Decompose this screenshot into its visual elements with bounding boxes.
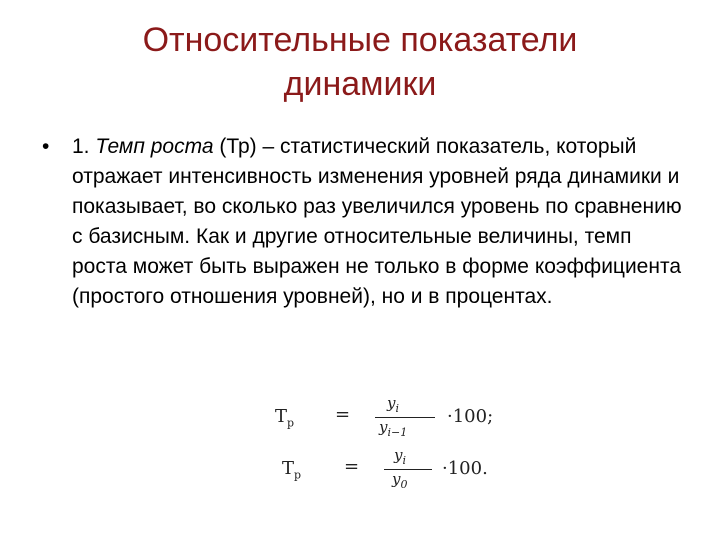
formula-base-growth bbox=[282, 446, 562, 492]
formula-numerator: $y_i$ bbox=[387, 394, 400, 415]
bullet-item bbox=[42, 132, 692, 312]
bullet-number: 1. bbox=[72, 135, 96, 158]
formula-rhs: ·100; bbox=[447, 406, 494, 427]
formula-numerator: $y_i$ bbox=[394, 446, 407, 467]
title-line-1: Относительные показатели bbox=[142, 21, 578, 59]
formula-eq: = bbox=[344, 456, 360, 477]
slide-title bbox=[60, 18, 660, 106]
formula-rhs: ·100. bbox=[442, 458, 488, 479]
title-line-2: динамики bbox=[283, 65, 437, 103]
bullet-text bbox=[72, 132, 692, 312]
formula-eq: = bbox=[335, 404, 351, 425]
formula-denominator: $y_0$ bbox=[392, 470, 408, 491]
term-label: Темп роста bbox=[95, 135, 214, 158]
formula-lhs: $T_p$ bbox=[282, 458, 302, 482]
bullet-mark: • bbox=[42, 135, 50, 158]
formula-denominator: $y_{i-1}$ bbox=[379, 418, 408, 439]
formula-chain-growth bbox=[275, 394, 555, 440]
bullet-body: (Тр) – статистический показатель, который отражает интенсивность изменения уровней ряда динамики и показывает, во сколько раз увеличился уровень по сравнению с базисным. Как и другие относительные величины, темп роста может быть выражен не только в форме коэффициента (простого отношения уровней), но и в процентах. bbox=[72, 135, 682, 308]
formula-lhs: $T_p$ bbox=[275, 406, 295, 430]
